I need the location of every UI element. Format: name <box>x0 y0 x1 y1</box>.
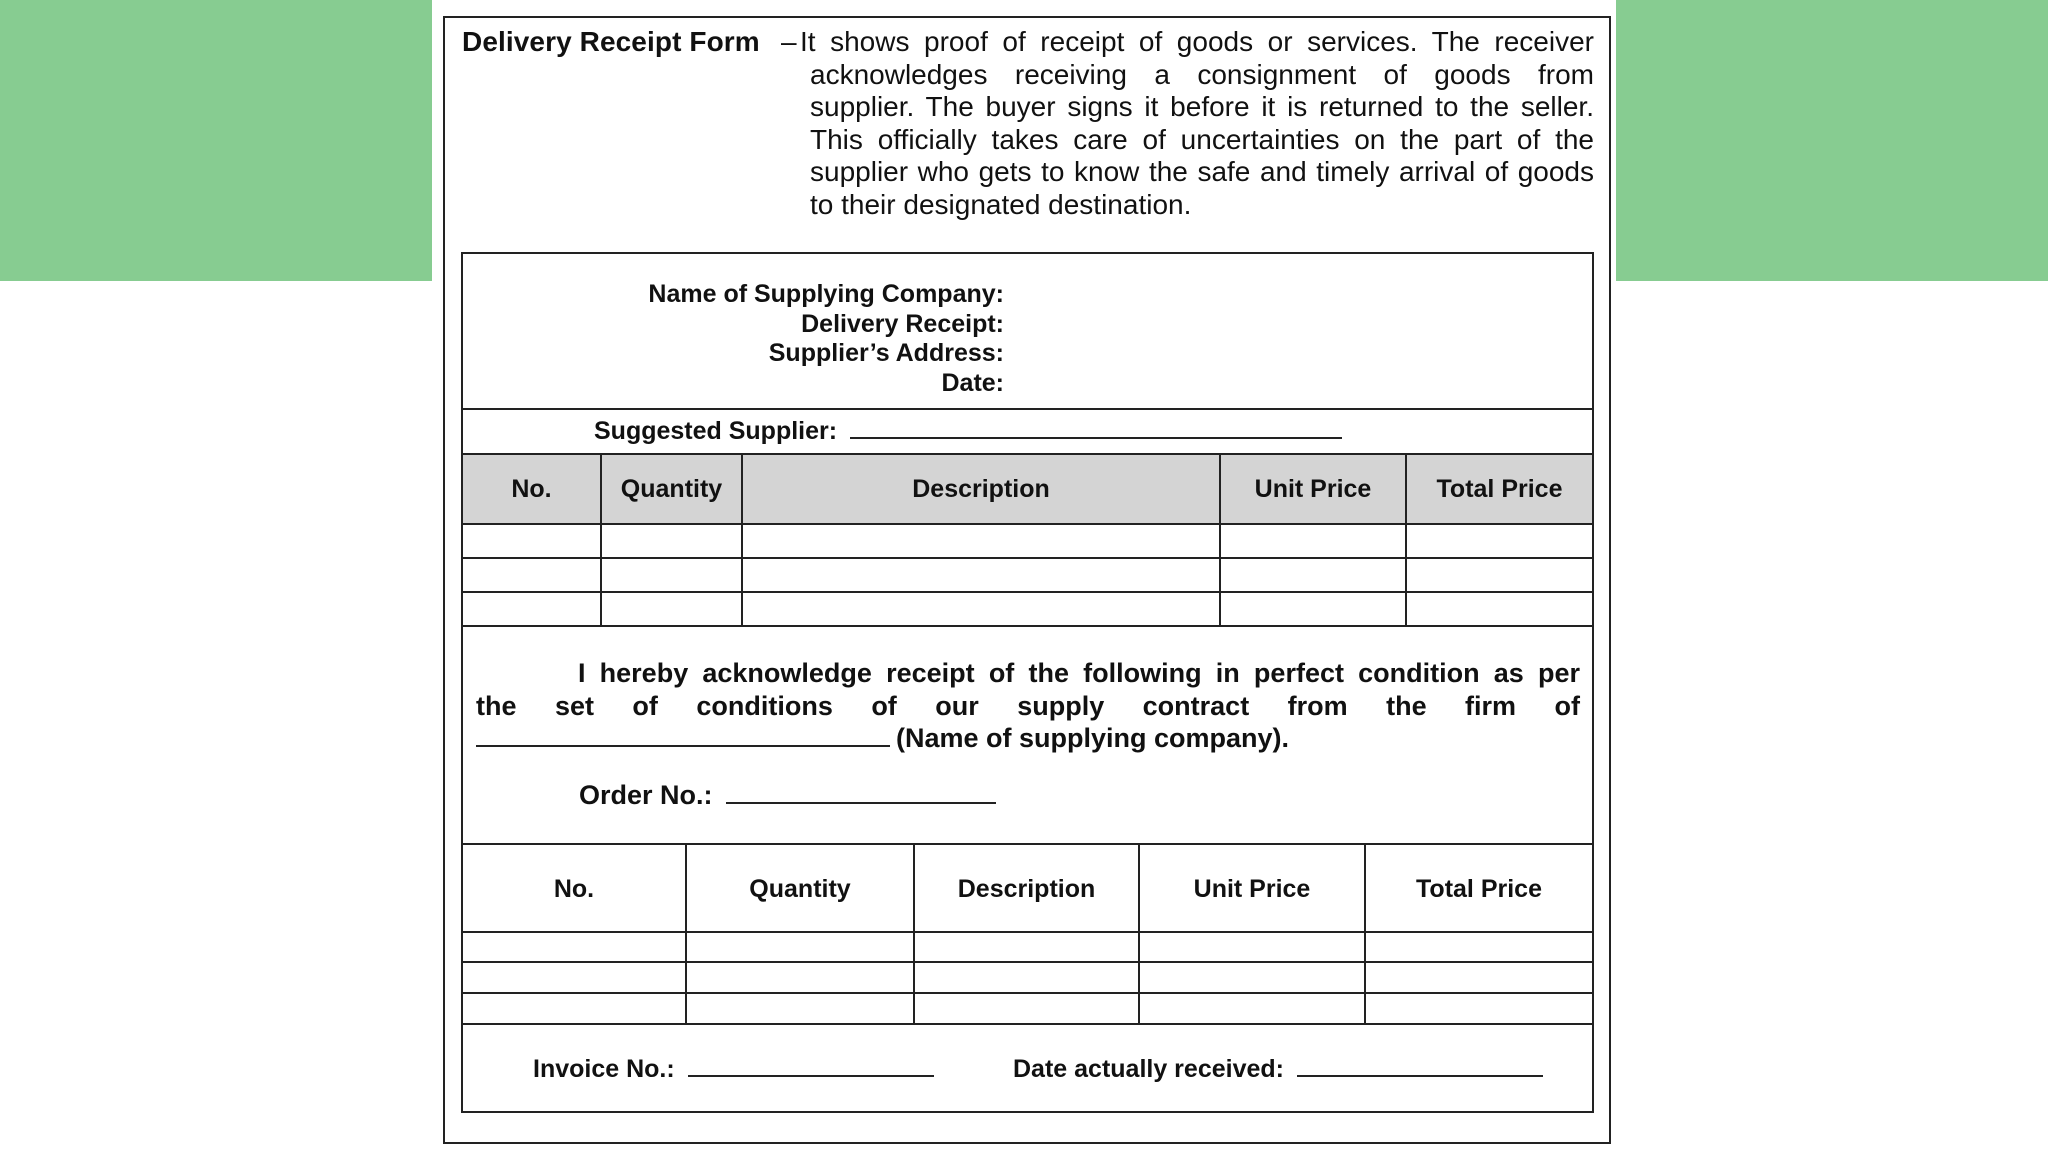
divider <box>463 523 1592 525</box>
intro-line: acknowledges receiving a consignment of goods from <box>810 58 1594 90</box>
intro-line: This officially takes care of uncertainties on the part of the <box>810 123 1594 155</box>
divider <box>463 557 1592 559</box>
order-no-row <box>579 780 996 811</box>
table1-header-unit-price: Unit Price <box>1254 474 1372 503</box>
intro-line: supplier who gets to know the safe and timely arrival of goods <box>810 156 1594 187</box>
acknowledgement-line <box>476 722 1580 755</box>
table2-header-no: No. <box>553 874 595 903</box>
date-label: Date: <box>941 368 1004 397</box>
suggested-supplier-row <box>594 417 1342 446</box>
invoice-no-blank[interactable] <box>688 1057 934 1077</box>
table2-header-quantity: Quantity <box>749 874 851 903</box>
table2-header-description: Description <box>957 874 1096 903</box>
divider <box>463 625 1592 627</box>
right-green-band <box>1616 0 2048 281</box>
table1-header-quantity: Quantity <box>620 474 723 503</box>
acknowledgement-line: the set of conditions of our supply contract from the firm of <box>476 690 1580 721</box>
divider <box>463 961 1592 963</box>
intro-line: It shows proof of receipt of goods or services. The receiver <box>800 26 1594 57</box>
supplying-company-label: Name of Supplying Company: <box>648 280 1004 308</box>
supplier-address-label: Supplier’s Address: <box>768 339 1004 367</box>
left-green-band <box>0 0 432 281</box>
suggested-supplier-label: Suggested Supplier: <box>594 417 838 445</box>
date-received-label: Date actually received: <box>1013 1055 1284 1083</box>
acknowledgement-line: I hereby acknowledge receipt of the following in perfect condition as per <box>578 658 1580 688</box>
order-no-label: Order No.: <box>579 780 713 810</box>
intro-paragraph <box>800 26 1594 221</box>
table1-header-no: No. <box>511 474 552 503</box>
divider <box>463 992 1592 994</box>
intro-line: to their designated destination. <box>810 188 1192 220</box>
invoice-no-label: Invoice No.: <box>533 1055 675 1083</box>
delivery-receipt-label: Delivery Receipt: <box>801 309 1004 338</box>
table1-header-description: Description <box>912 474 1050 503</box>
supplier-info-labels <box>560 280 1004 398</box>
date-received-blank[interactable] <box>1297 1057 1543 1077</box>
order-no-blank[interactable] <box>726 784 996 804</box>
table1-header-total-price: Total Price <box>1436 474 1563 503</box>
supplying-company-blank[interactable] <box>476 727 890 747</box>
divider <box>463 408 1592 410</box>
divider <box>463 591 1592 593</box>
divider <box>463 1023 1592 1025</box>
intro-line: supplier. The buyer signs it before it is returned to the seller. <box>810 91 1594 122</box>
table2-header-total-price: Total Price <box>1416 874 1542 903</box>
invoice-no-row <box>533 1055 934 1084</box>
acknowledgement-suffix: (Name of supplying company). <box>896 723 1290 753</box>
intro-term: Delivery Receipt Form <box>462 26 760 57</box>
intro-dash: – <box>781 26 797 57</box>
table2-header-unit-price: Unit Price <box>1193 874 1311 903</box>
suggested-supplier-blank[interactable] <box>850 419 1342 439</box>
date-received-row <box>1013 1055 1543 1084</box>
acknowledgement-paragraph <box>476 657 1580 755</box>
